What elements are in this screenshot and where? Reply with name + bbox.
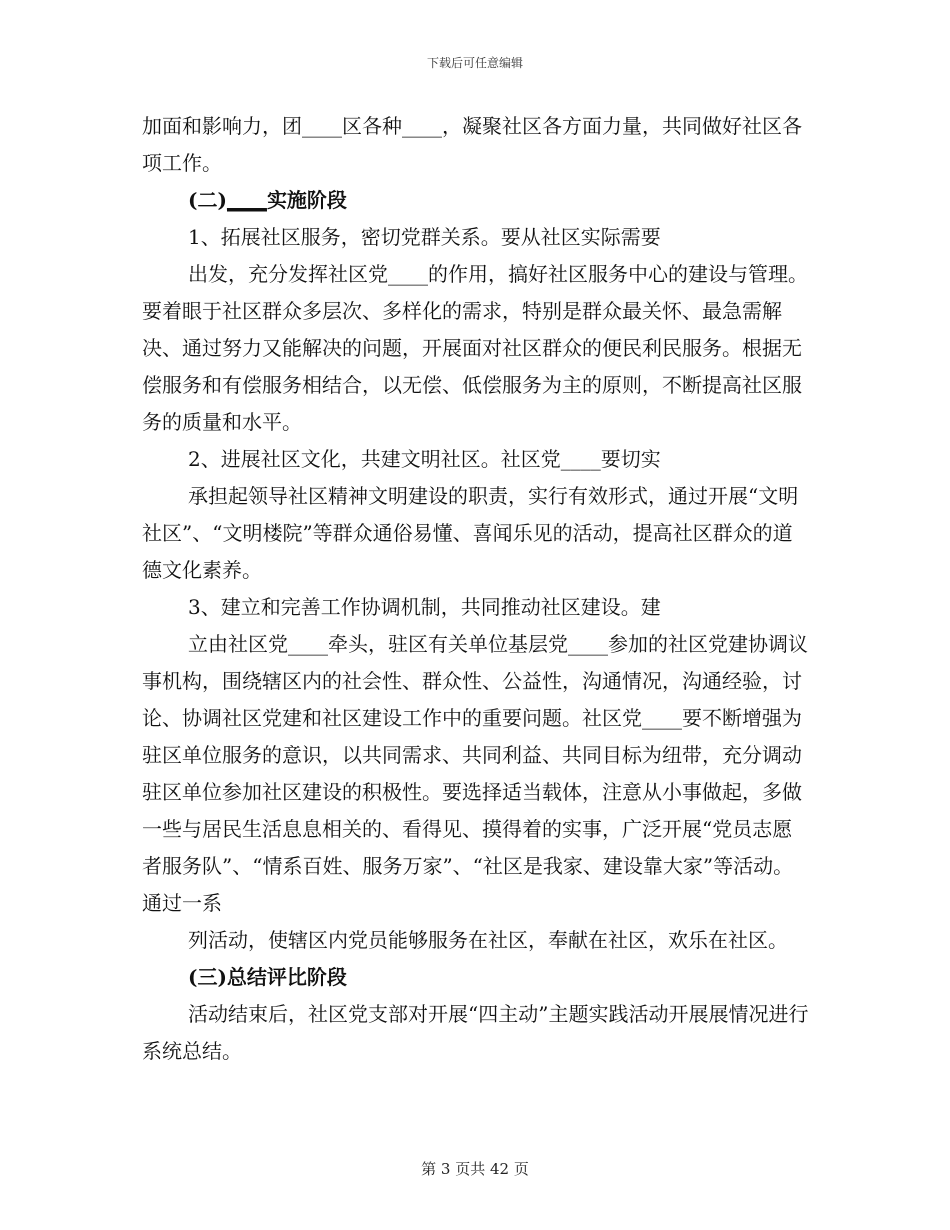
paragraph-item-1-body: 出发，充分发挥社区党____的作用，搞好社区服务中心的建设与管理。要着眼于社区群众多层次、多样化的需求，特别是群众最关怀、最急需解决、通过努力又能解决的问题，开展面对社区群众的便民利民服务。根据无偿服务和有偿服务相结合，以无偿、低偿服务为主的原则，不断提高社区服务的质量和水平。: [142, 262, 808, 434]
paragraph-item-3-end: 列活动，使辖区内党员能够服务在社区，奉献在社区，欢乐在社区。: [188, 928, 788, 952]
section-heading-summary: (三)总结评比阶段: [188, 965, 347, 989]
paragraph-item-3-body: 立由社区党____牵头，驻区有关单位基层党____参加的社区党建协调议事机构，围绕辖区内的社会性、群众性、公益性，沟通情况，沟通经验，讨论、协调社区党建和社区建设工作中的重要问题。社区党____要不断增强为驻区单位服务的意识，以共同需求、共同利益、共同目标为纽带，充分调动驻区单位参加社区建设的积极性。要选择适当载体，注意从小事做起，多做一些与居民生活息息相关的、看得见、摸得着的实事，广泛开展“党员志愿者服务队”、“情系百姓、服务万家”、“社区是我家、建设靠大家”等活动。通过一系: [142, 632, 808, 915]
paragraph-item-2-title: 2、进展社区文化，共建文明社区。社区党____要切实: [188, 447, 661, 471]
paragraph-item-2-body: 承担起领导社区精神文明建设的职责，实行有效形式，通过开展“文明社区”、“文明楼院”等群众通俗易懂、喜闻乐见的活动，提高社区群众的道德文化素养。: [142, 484, 799, 582]
heading-blank: ____: [226, 188, 267, 212]
heading-title: 实施阶段: [266, 188, 347, 212]
heading-number: (二): [188, 188, 227, 212]
document-body: [142, 108, 810, 1070]
page-header: 下载后可任意编辑: [426, 56, 523, 70]
paragraph-summary: 活动结束后，社区党支部对开展“四主动”主题实践活动开展展情况进行系统总结。: [142, 1002, 809, 1063]
paragraph-item-1-title: 1、拓展社区服务，密切党群关系。要从社区实际需要: [188, 225, 661, 249]
page-number: 第 3 页共 42 页: [421, 1160, 529, 1178]
section-heading-implementation: [142, 182, 810, 219]
paragraph-item-3-title: 3、建立和完善工作协调机制，共同推动社区建设。建: [188, 595, 661, 619]
paragraph-continuation: 加面和影响力，团____区各种____，凝聚社区各方面力量，共同做好社区各项工作。: [142, 114, 802, 175]
